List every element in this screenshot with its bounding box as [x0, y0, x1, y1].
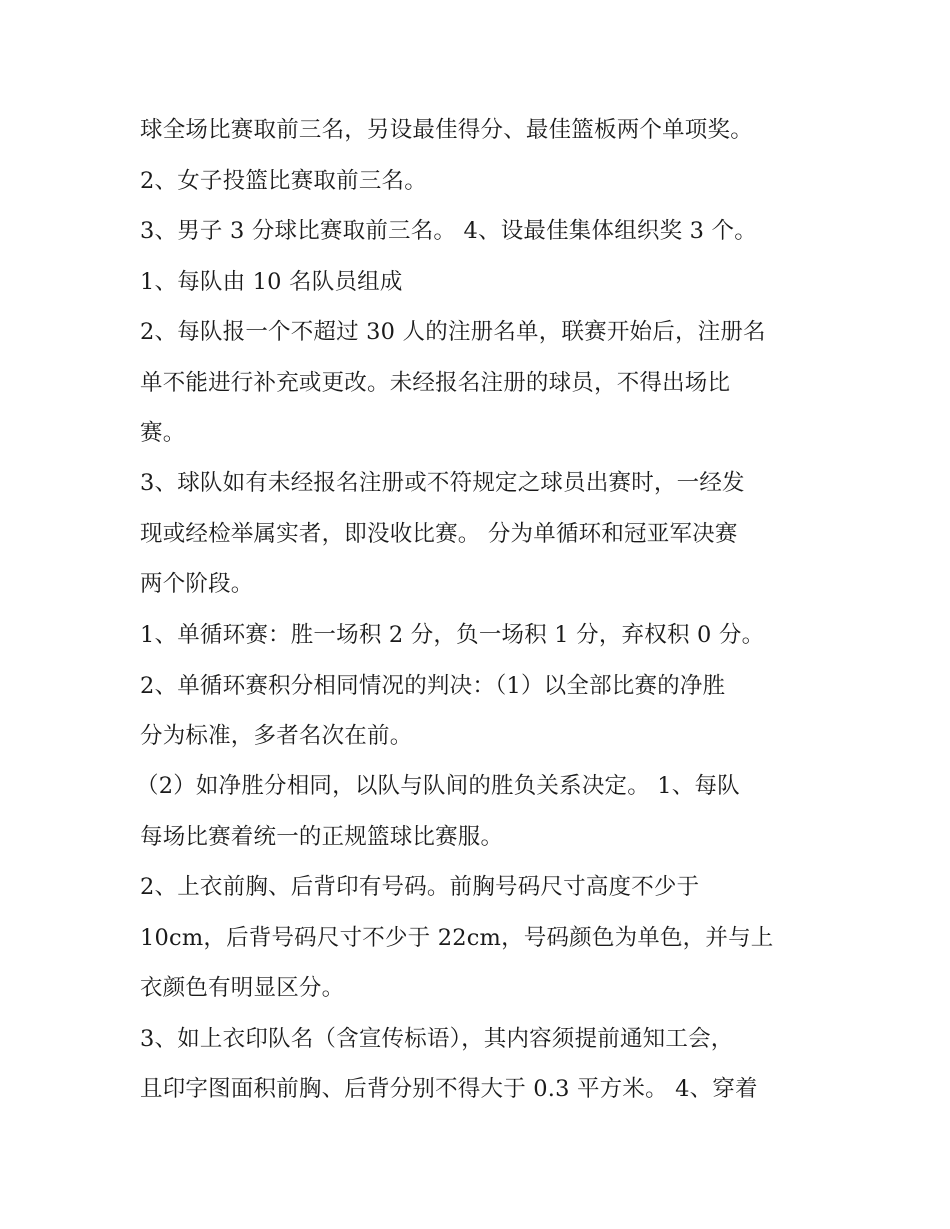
text-line: （2）如净胜分相同，以队与队间的胜负关系决定。 1、每队	[136, 773, 740, 799]
text-line: 单不能进行补充或更改。未经报名注册的球员，不得出场比	[140, 370, 731, 396]
text-line: 2、上衣前胸、后背印有号码。前胸号码尺寸高度不少于	[140, 874, 700, 900]
text-line: 赛。	[140, 420, 186, 446]
text-line: 2、每队报一个不超过 30 人的注册名单，联赛开始后，注册名	[140, 319, 766, 345]
text-line: 分为标准，多者名次在前。	[140, 723, 413, 749]
text-line: 衣颜色有明显区分。	[140, 975, 345, 1001]
text-line: 每场比赛着统一的正规篮球比赛服。	[140, 824, 504, 850]
text-line: 且印字图面积前胸、后背分别不得大于 0.3 平方米。 4、穿着	[140, 1076, 758, 1102]
text-line: 两个阶段。	[140, 571, 254, 597]
text-line: 1、单循环赛：胜一场积 2 分，负一场积 1 分，弃权积 0 分。	[140, 622, 765, 648]
text-line: 2、单循环赛积分相同情况的判决：（1）以全部比赛的净胜	[140, 673, 726, 699]
text-line: 10cm，后背号码尺寸不少于 22cm，号码颜色为单色，并与上	[140, 925, 774, 951]
text-line: 球全场比赛取前三名，另设最佳得分、最佳篮板两个单项奖。	[140, 117, 753, 143]
text-line: 3、如上衣印队名（含宣传标语），其内容须提前通知工会，	[140, 1026, 734, 1052]
text-line: 3、球队如有未经报名注册或不符规定之球员出赛时，一经发	[140, 470, 745, 496]
text-line: 1、每队由 10 名队员组成	[140, 269, 403, 295]
text-line: 现或经检举属实者，即没收比赛。 分为单循环和冠亚军决赛	[140, 521, 738, 547]
text-line: 3、男子 3 分球比赛取前三名。 4、设最佳集体组织奖 3 个。	[140, 218, 757, 244]
text-line: 2、女子投篮比赛取前三名。	[140, 168, 427, 194]
